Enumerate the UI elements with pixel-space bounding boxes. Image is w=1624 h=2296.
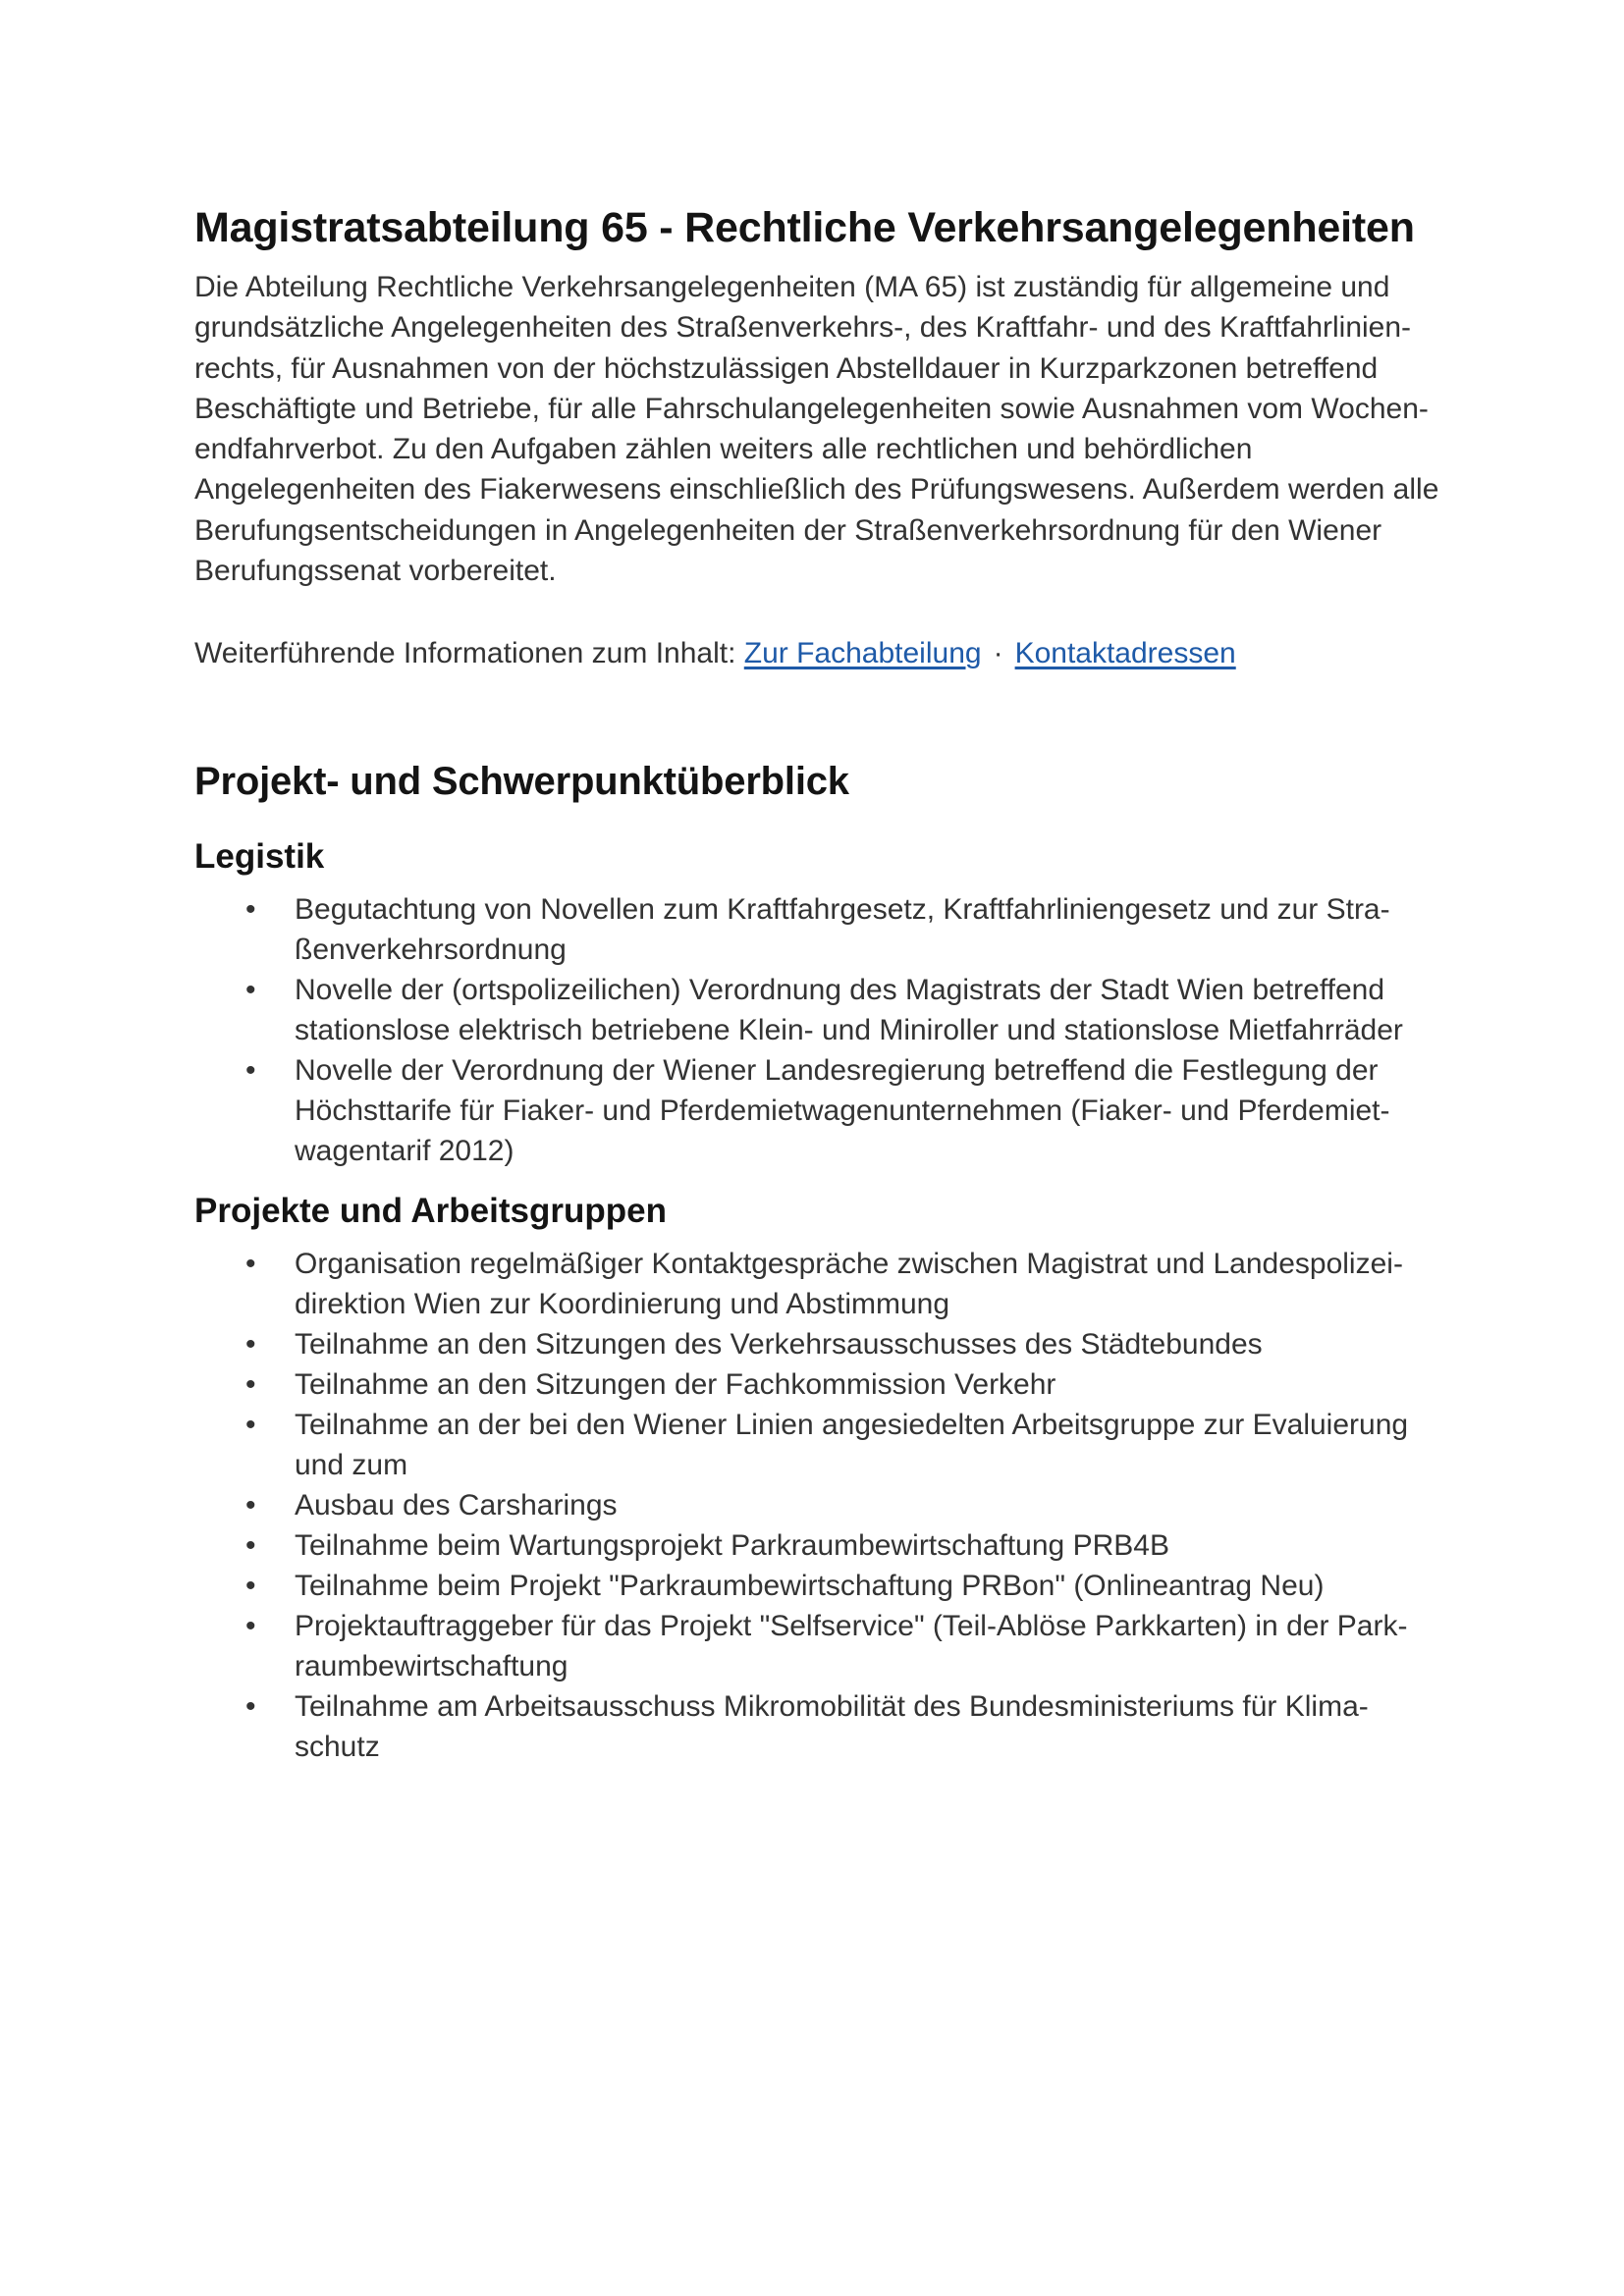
- list-item-line: Begutachtung von Novellen zum Kraftfahrgesetz, Kraftfahrliniengesetz und zur Stra-: [295, 893, 1390, 927]
- list-item-line: wagentarif 2012): [295, 1135, 514, 1168]
- further-info-label: Weiterführende Informationen zum Inhalt:: [194, 637, 736, 670]
- page-title: Magistratsabteilung 65 - Rechtliche Verkehrsangelegenheiten: [194, 204, 1415, 251]
- intro-line: Angelegenheiten des Fiakerwesens einschließlich des Prüfungswesens. Außerdem werden alle: [194, 473, 1439, 507]
- list-item: [194, 1525, 1441, 1566]
- list-item-line: schutz: [295, 1731, 380, 1764]
- list-item: [194, 1324, 1441, 1364]
- bullet-icon: •: [245, 1570, 256, 1603]
- intro-paragraph: [194, 267, 1441, 591]
- bullet-icon: •: [245, 1610, 256, 1643]
- legistik-list: [194, 889, 1441, 1171]
- bullet-icon: •: [245, 1409, 256, 1442]
- list-item-line: Teilnahme beim Projekt "Parkraumbewirtschaftung PRBon" (Onlineantrag Neu): [295, 1570, 1325, 1603]
- list-item-line: Teilnahme an den Sitzungen des Verkehrsausschusses des Städtebundes: [295, 1328, 1263, 1362]
- list-item-line: stationslose elektrisch betriebene Klein- und Miniroller und stationslose Mietfahrräder: [295, 1014, 1403, 1047]
- list-item-line: Teilnahme beim Wartungsprojekt Parkraumbewirtschaftung PRB4B: [295, 1529, 1169, 1563]
- further-info: [194, 633, 1441, 673]
- link-separator: ·: [993, 637, 1003, 670]
- bullet-icon: •: [245, 1489, 256, 1522]
- list-item-line: Novelle der (ortspolizeilichen) Verordnung des Magistrats der Stadt Wien betreffend: [295, 974, 1385, 1007]
- bullet-icon: •: [245, 1690, 256, 1724]
- intro-line: rechts, für Ausnahmen von der höchstzulässigen Abstelldauer in Kurzparkzonen betreffend: [194, 351, 1379, 385]
- list-item: [194, 1244, 1441, 1324]
- list-item: [194, 1364, 1441, 1405]
- list-item-line: Teilnahme an den Sitzungen der Fachkommission Verkehr: [295, 1368, 1056, 1402]
- list-item-line: Organisation regelmäßiger Kontaktgespräche zwischen Magistrat und Landespolizei-: [295, 1248, 1403, 1281]
- list-item-line: ßenverkehrsordnung: [295, 934, 567, 967]
- list-item: [194, 1050, 1441, 1171]
- bullet-icon: •: [245, 1529, 256, 1563]
- bullet-icon: •: [245, 1054, 256, 1088]
- intro-line: Berufungsentscheidungen in Angelegenheiten der Straßenverkehrsordnung für den Wiener: [194, 513, 1382, 547]
- list-item-line: und zum: [295, 1449, 408, 1482]
- bullet-icon: •: [245, 893, 256, 927]
- intro-line: Beschäftigte und Betriebe, für alle Fahrschulangelegenheiten sowie Ausnahmen vom Wochen-: [194, 392, 1429, 425]
- list-item-line: direktion Wien zur Koordinierung und Abstimmung: [295, 1288, 950, 1321]
- intro-line: endfahrverbot. Zu den Aufgaben zählen weiters alle rechtlichen und behördlichen: [194, 433, 1253, 466]
- list-item-line: raumbewirtschaftung: [295, 1650, 568, 1683]
- fachabteilung-link[interactable]: Zur Fachabteilung: [743, 637, 982, 670]
- projekte-heading: Projekte und Arbeitsgruppen: [194, 1192, 667, 1231]
- list-item-line: Teilnahme am Arbeitsausschuss Mikromobilität des Bundesministeriums für Klima-: [295, 1690, 1369, 1724]
- intro-line: Berufungssenat vorbereitet.: [194, 555, 557, 588]
- list-item-line: Höchsttarife für Fiaker- und Pferdemietwagenunternehmen (Fiaker- und Pferdemiet-: [295, 1095, 1390, 1128]
- list-item: [194, 889, 1441, 970]
- kontaktadressen-link[interactable]: Kontaktadressen: [1014, 637, 1236, 670]
- bullet-icon: •: [245, 1328, 256, 1362]
- bullet-icon: •: [245, 974, 256, 1007]
- list-item: [194, 1566, 1441, 1606]
- intro-line: grundsätzliche Angelegenheiten des Straßenverkehrs-, des Kraftfahr- und des Kraftfahrlinien-: [194, 311, 1412, 345]
- bullet-icon: •: [245, 1368, 256, 1402]
- list-item: [194, 1686, 1441, 1767]
- intro-line: Die Abteilung Rechtliche Verkehrsangelegenheiten (MA 65) ist zuständig für allgemeine und: [194, 271, 1390, 303]
- projekte-list: [194, 1244, 1441, 1767]
- overview-heading: Projekt- und Schwerpunktüberblick: [194, 760, 849, 804]
- list-item-line: Teilnahme an der bei den Wiener Linien angesiedelten Arbeitsgruppe zur Evaluierung: [295, 1409, 1409, 1442]
- bullet-icon: •: [245, 1248, 256, 1281]
- list-item: [194, 970, 1441, 1050]
- legistik-heading: Legistik: [194, 837, 325, 877]
- document-page: [194, 196, 1441, 1767]
- list-item: [194, 1606, 1441, 1686]
- list-item-line: Projektauftraggeber für das Projekt "Selfservice" (Teil-Ablöse Parkkarten) in der Park-: [295, 1610, 1408, 1643]
- list-item-line: Novelle der Verordnung der Wiener Landesregierung betreffend die Festlegung der: [295, 1054, 1379, 1088]
- list-item: [194, 1405, 1441, 1485]
- list-item-line: Ausbau des Carsharings: [295, 1489, 618, 1522]
- list-item: [194, 1485, 1441, 1525]
